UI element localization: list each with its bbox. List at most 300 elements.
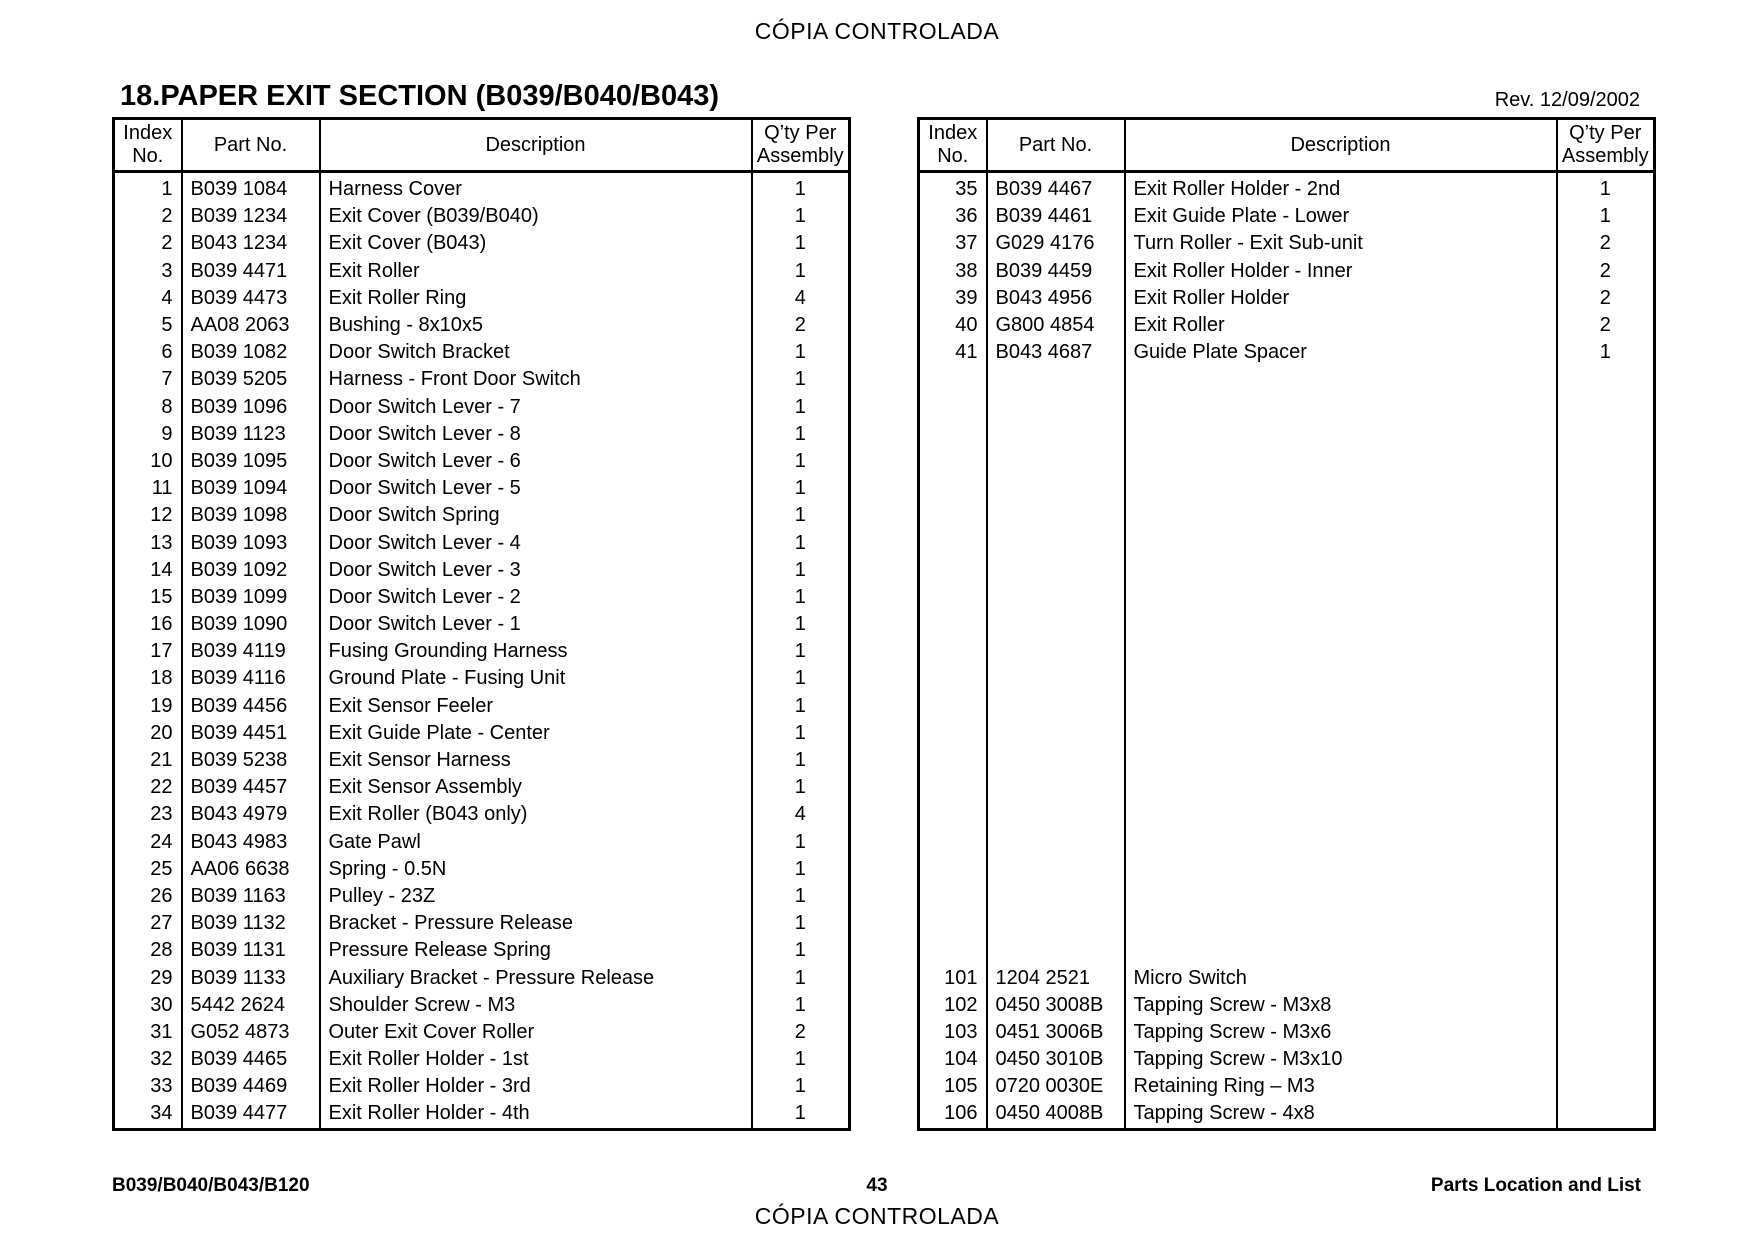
part-number-cell: B039 4477	[182, 1100, 320, 1129]
header-part-no: Part No.	[987, 119, 1125, 172]
index-cell: 16	[150, 613, 173, 636]
description-cell: Pulley - 23Z	[320, 883, 752, 910]
table-row	[919, 312, 1655, 339]
table-row	[919, 421, 1655, 448]
index-cell: 29	[150, 966, 173, 989]
quantity-cell: 1	[752, 475, 850, 502]
part-number-cell	[987, 611, 1125, 638]
part-number-cell	[987, 720, 1125, 747]
table-row	[919, 611, 1655, 638]
part-number-cell: B039 1131	[182, 937, 320, 964]
part-number-cell: 1204 2521	[987, 964, 1125, 991]
part-number-cell	[987, 693, 1125, 720]
table-row	[919, 339, 1655, 366]
description-cell: Exit Roller Holder - 3rd	[320, 1073, 752, 1100]
part-number-cell: B039 4473	[182, 285, 320, 312]
quantity-cell: 4	[752, 801, 850, 828]
index-cell: 31	[150, 1020, 173, 1043]
part-number-cell: B039 4116	[182, 665, 320, 692]
quantity-cell	[1557, 394, 1655, 421]
index-cell: 102	[944, 993, 978, 1016]
quantity-cell: 1	[752, 258, 850, 285]
description-cell: Pressure Release Spring	[320, 937, 752, 964]
header-part-no: Part No.	[182, 119, 320, 172]
table-row	[114, 801, 850, 828]
part-number-cell	[987, 557, 1125, 584]
description-cell	[1125, 394, 1557, 421]
description-cell: Door Switch Lever - 5	[320, 475, 752, 502]
quantity-cell	[1557, 937, 1655, 964]
quantity-cell	[1557, 366, 1655, 393]
parts-table-left	[112, 117, 851, 1131]
description-cell: Door Switch Lever - 7	[320, 394, 752, 421]
part-number-cell: B039 1133	[182, 964, 320, 991]
table-row	[114, 964, 850, 991]
quantity-cell	[1557, 910, 1655, 937]
description-cell	[1125, 611, 1557, 638]
index-cell: 101	[944, 966, 978, 989]
quantity-cell: 1	[752, 172, 850, 204]
description-cell	[1125, 801, 1557, 828]
description-cell: Door Switch Lever - 8	[320, 421, 752, 448]
description-cell: Gate Pawl	[320, 829, 752, 856]
part-number-cell: B043 4687	[987, 339, 1125, 366]
index-cell	[919, 502, 987, 529]
quantity-cell: 1	[1557, 339, 1655, 366]
part-number-cell: B039 4467	[987, 172, 1125, 204]
description-cell: Exit Roller Holder - 1st	[320, 1046, 752, 1073]
quantity-cell: 1	[752, 366, 850, 393]
part-number-cell: B039 1090	[182, 611, 320, 638]
index-cell: 40	[955, 314, 978, 337]
description-cell: Harness Cover	[320, 172, 752, 204]
description-cell	[1125, 883, 1557, 910]
table-row	[919, 529, 1655, 556]
table-row	[919, 801, 1655, 828]
quantity-cell	[1557, 774, 1655, 801]
table-row	[919, 584, 1655, 611]
part-number-cell	[987, 475, 1125, 502]
index-cell	[919, 801, 987, 828]
quantity-cell: 1	[752, 693, 850, 720]
index-cell: 14	[150, 558, 173, 581]
quantity-cell: 1	[1557, 172, 1655, 204]
description-cell: Door Switch Lever - 6	[320, 448, 752, 475]
footer-model: B039/B040/B043/B120	[112, 1175, 310, 1196]
page-number: 43	[866, 1175, 888, 1196]
quantity-cell	[1557, 1100, 1655, 1129]
table-row	[114, 366, 850, 393]
index-cell	[919, 557, 987, 584]
description-cell: Spring - 0.5N	[320, 856, 752, 883]
index-cell: 10	[150, 449, 173, 472]
part-number-cell: 5442 2624	[182, 992, 320, 1019]
section-title: 18.PAPER EXIT SECTION (B039/B040/B043)	[120, 80, 720, 112]
index-cell	[919, 774, 987, 801]
header-index: Index No.	[919, 119, 987, 172]
quantity-cell: 1	[752, 611, 850, 638]
part-number-cell: B039 4456	[182, 693, 320, 720]
table-row	[114, 312, 850, 339]
part-number-cell: B039 4451	[182, 720, 320, 747]
description-cell: Exit Sensor Feeler	[320, 693, 752, 720]
table-row	[114, 258, 850, 285]
table-row	[919, 366, 1655, 393]
quantity-cell	[1557, 856, 1655, 883]
revision-date: Rev. 12/09/2002	[1494, 89, 1640, 111]
quantity-cell	[1557, 665, 1655, 692]
description-cell: Micro Switch	[1125, 964, 1557, 991]
description-cell	[1125, 448, 1557, 475]
description-cell	[1125, 829, 1557, 856]
index-cell: 12	[150, 504, 173, 527]
table-row	[114, 1046, 850, 1073]
index-cell: 32	[150, 1048, 173, 1071]
quantity-cell: 1	[752, 394, 850, 421]
part-number-cell	[987, 421, 1125, 448]
quantity-cell	[1557, 611, 1655, 638]
part-number-cell	[987, 856, 1125, 883]
description-cell: Tapping Screw - 4x8	[1125, 1100, 1557, 1129]
part-number-cell	[987, 774, 1125, 801]
part-number-cell: B039 1098	[182, 502, 320, 529]
table-row	[114, 1073, 850, 1100]
index-cell: 1	[161, 178, 173, 201]
description-cell: Door Switch Lever - 4	[320, 529, 752, 556]
part-number-cell: B039 4471	[182, 258, 320, 285]
quantity-cell	[1557, 448, 1655, 475]
part-number-cell: B039 1163	[182, 883, 320, 910]
table-row	[114, 448, 850, 475]
description-cell: Harness - Front Door Switch	[320, 366, 752, 393]
quantity-cell: 1	[752, 448, 850, 475]
index-cell	[919, 693, 987, 720]
description-cell: Exit Guide Plate - Lower	[1125, 203, 1557, 230]
table-row	[919, 638, 1655, 665]
index-cell: 25	[150, 857, 173, 880]
description-cell: Tapping Screw - M3x10	[1125, 1046, 1557, 1073]
index-cell: 106	[944, 1102, 978, 1125]
description-cell: Exit Sensor Assembly	[320, 774, 752, 801]
part-number-cell: B043 1234	[182, 230, 320, 257]
header-description: Description	[320, 119, 752, 172]
table-row	[919, 1073, 1655, 1100]
table-row	[114, 172, 850, 204]
description-cell: Exit Roller Holder - Inner	[1125, 258, 1557, 285]
table-row	[114, 829, 850, 856]
quantity-cell: 1	[752, 1100, 850, 1129]
quantity-cell: 1	[752, 421, 850, 448]
index-cell	[919, 394, 987, 421]
table-row	[114, 557, 850, 584]
quantity-cell: 1	[1557, 203, 1655, 230]
quantity-cell: 1	[752, 203, 850, 230]
table-row	[114, 394, 850, 421]
index-cell: 21	[150, 749, 173, 772]
index-cell: 34	[150, 1102, 173, 1125]
description-cell: Exit Sensor Harness	[320, 747, 752, 774]
index-cell	[919, 584, 987, 611]
table-row	[114, 720, 850, 747]
part-number-cell: B039 5238	[182, 747, 320, 774]
index-cell	[919, 910, 987, 937]
quantity-cell	[1557, 557, 1655, 584]
description-cell: Exit Roller Ring	[320, 285, 752, 312]
index-cell	[919, 720, 987, 747]
quantity-cell	[1557, 529, 1655, 556]
table-row	[114, 475, 850, 502]
table-row	[114, 529, 850, 556]
index-cell	[919, 638, 987, 665]
table-row	[114, 856, 850, 883]
index-cell: 103	[944, 1020, 978, 1043]
header-qty: Q’ty Per Assembly	[752, 119, 850, 172]
quantity-cell: 1	[752, 339, 850, 366]
quantity-cell: 1	[752, 584, 850, 611]
quantity-cell	[1557, 883, 1655, 910]
quantity-cell: 2	[1557, 258, 1655, 285]
part-number-cell	[987, 910, 1125, 937]
description-cell	[1125, 910, 1557, 937]
table-row	[919, 747, 1655, 774]
index-cell: 18	[150, 667, 173, 690]
table-row	[919, 1019, 1655, 1046]
description-cell: Exit Guide Plate - Center	[320, 720, 752, 747]
part-number-cell: B039 1092	[182, 557, 320, 584]
description-cell: Outer Exit Cover Roller	[320, 1019, 752, 1046]
quantity-cell	[1557, 502, 1655, 529]
quantity-cell: 1	[752, 992, 850, 1019]
description-cell	[1125, 693, 1557, 720]
part-number-cell: AA06 6638	[182, 856, 320, 883]
part-number-cell: B039 1123	[182, 421, 320, 448]
index-cell	[919, 937, 987, 964]
quantity-cell: 1	[752, 665, 850, 692]
quantity-cell	[1557, 747, 1655, 774]
table-row	[114, 1019, 850, 1046]
index-cell	[919, 883, 987, 910]
quantity-cell	[1557, 475, 1655, 502]
table-row	[114, 285, 850, 312]
table-row	[919, 172, 1655, 204]
description-cell: Auxiliary Bracket - Pressure Release	[320, 964, 752, 991]
table-row	[919, 665, 1655, 692]
header-qty: Q’ty Per Assembly	[1557, 119, 1655, 172]
table-row	[114, 883, 850, 910]
table-row	[114, 747, 850, 774]
description-cell: Bracket - Pressure Release	[320, 910, 752, 937]
index-cell: 36	[955, 205, 978, 228]
index-cell	[919, 421, 987, 448]
description-cell	[1125, 638, 1557, 665]
description-cell: Exit Cover (B043)	[320, 230, 752, 257]
table-row	[919, 883, 1655, 910]
part-number-cell: B039 1084	[182, 172, 320, 204]
quantity-cell: 1	[752, 557, 850, 584]
part-number-cell: B039 1095	[182, 448, 320, 475]
index-cell: 33	[150, 1075, 173, 1098]
description-cell: Exit Roller	[1125, 312, 1557, 339]
quantity-cell: 1	[752, 230, 850, 257]
part-number-cell: B039 1234	[182, 203, 320, 230]
quantity-cell: 2	[1557, 312, 1655, 339]
table-row	[919, 693, 1655, 720]
part-number-cell: B039 1132	[182, 910, 320, 937]
header-description: Description	[1125, 119, 1557, 172]
part-number-cell: B039 5205	[182, 366, 320, 393]
quantity-cell: 1	[752, 910, 850, 937]
quantity-cell: 2	[752, 1019, 850, 1046]
part-number-cell	[987, 584, 1125, 611]
table-row	[114, 203, 850, 230]
description-cell	[1125, 937, 1557, 964]
table-row	[114, 611, 850, 638]
part-number-cell	[987, 665, 1125, 692]
index-cell: 104	[944, 1048, 978, 1071]
part-number-cell: B039 1099	[182, 584, 320, 611]
quantity-cell: 1	[752, 774, 850, 801]
description-cell	[1125, 747, 1557, 774]
table-row	[919, 720, 1655, 747]
index-cell	[919, 665, 987, 692]
index-cell: 22	[150, 776, 173, 799]
index-cell: 30	[150, 993, 173, 1016]
index-cell	[919, 475, 987, 502]
table-row	[114, 910, 850, 937]
part-number-cell: B039 4457	[182, 774, 320, 801]
description-cell: Exit Roller Holder - 2nd	[1125, 172, 1557, 204]
part-number-cell	[987, 937, 1125, 964]
description-cell: Tapping Screw - M3x8	[1125, 992, 1557, 1019]
quantity-cell	[1557, 829, 1655, 856]
index-cell: 15	[150, 585, 173, 608]
quantity-cell: 1	[752, 964, 850, 991]
table-row	[919, 230, 1655, 257]
description-cell: Exit Cover (B039/B040)	[320, 203, 752, 230]
description-cell: Exit Roller Holder	[1125, 285, 1557, 312]
quantity-cell: 4	[752, 285, 850, 312]
part-number-cell	[987, 448, 1125, 475]
table-row	[114, 502, 850, 529]
quantity-cell	[1557, 584, 1655, 611]
part-number-cell: B043 4979	[182, 801, 320, 828]
part-number-cell	[987, 502, 1125, 529]
controlled-copy-stamp-top: CÓPIA CONTROLADA	[754, 18, 1000, 44]
part-number-cell: 0450 3008B	[987, 992, 1125, 1019]
header-index: Index No.	[114, 119, 182, 172]
part-number-cell	[987, 801, 1125, 828]
table-row	[114, 1100, 850, 1129]
description-cell: Fusing Grounding Harness	[320, 638, 752, 665]
index-cell: 8	[161, 395, 173, 418]
part-number-cell	[987, 366, 1125, 393]
part-number-cell: G052 4873	[182, 1019, 320, 1046]
index-cell: 3	[161, 259, 173, 282]
part-number-cell: 0450 3010B	[987, 1046, 1125, 1073]
quantity-cell	[1557, 1019, 1655, 1046]
quantity-cell	[1557, 693, 1655, 720]
index-cell: 39	[955, 286, 978, 309]
part-number-cell: B039 4461	[987, 203, 1125, 230]
part-number-cell: G800 4854	[987, 312, 1125, 339]
index-cell	[919, 529, 987, 556]
table-row	[114, 230, 850, 257]
part-number-cell	[987, 638, 1125, 665]
footer-chapter: Parts Location and List	[1430, 1175, 1641, 1196]
description-cell	[1125, 665, 1557, 692]
description-cell: Guide Plate Spacer	[1125, 339, 1557, 366]
index-cell: 28	[150, 939, 173, 962]
quantity-cell: 1	[752, 1046, 850, 1073]
part-number-cell	[987, 883, 1125, 910]
quantity-cell: 1	[752, 1073, 850, 1100]
quantity-cell: 1	[752, 856, 850, 883]
description-cell: Door Switch Bracket	[320, 339, 752, 366]
table-row	[919, 394, 1655, 421]
table-header-row	[114, 119, 850, 172]
quantity-cell: 2	[1557, 285, 1655, 312]
index-cell: 20	[150, 721, 173, 744]
table-row	[919, 502, 1655, 529]
index-cell: 7	[161, 368, 173, 391]
part-number-cell: B039 1093	[182, 529, 320, 556]
quantity-cell	[1557, 421, 1655, 448]
description-cell: Exit Roller	[320, 258, 752, 285]
part-number-cell: B039 1096	[182, 394, 320, 421]
description-cell: Retaining Ring – M3	[1125, 1073, 1557, 1100]
part-number-cell: B043 4956	[987, 285, 1125, 312]
description-cell: Bushing - 8x10x5	[320, 312, 752, 339]
description-cell	[1125, 774, 1557, 801]
part-number-cell: B039 4459	[987, 258, 1125, 285]
table-header-row	[919, 119, 1655, 172]
index-cell	[919, 747, 987, 774]
description-cell: Turn Roller - Exit Sub-unit	[1125, 230, 1557, 257]
index-cell: 2	[161, 205, 173, 228]
part-number-cell	[987, 529, 1125, 556]
part-number-cell: 0451 3006B	[987, 1019, 1125, 1046]
index-cell: 35	[955, 178, 978, 201]
quantity-cell	[1557, 720, 1655, 747]
quantity-cell: 2	[752, 312, 850, 339]
part-number-cell	[987, 394, 1125, 421]
index-cell	[919, 366, 987, 393]
index-cell: 6	[161, 341, 173, 364]
description-cell: Shoulder Screw - M3	[320, 992, 752, 1019]
table-row	[114, 638, 850, 665]
quantity-cell: 1	[752, 883, 850, 910]
table-row	[919, 937, 1655, 964]
description-cell: Exit Roller (B043 only)	[320, 801, 752, 828]
table-row	[919, 774, 1655, 801]
part-number-cell	[987, 747, 1125, 774]
table-row	[114, 665, 850, 692]
parts-table-right	[917, 117, 1656, 1131]
table-row	[919, 1100, 1655, 1129]
description-cell: Door Switch Lever - 2	[320, 584, 752, 611]
quantity-cell	[1557, 638, 1655, 665]
part-number-cell: B039 1082	[182, 339, 320, 366]
index-cell: 19	[150, 694, 173, 717]
index-cell	[919, 829, 987, 856]
table-row	[114, 937, 850, 964]
table-row	[919, 285, 1655, 312]
description-cell: Exit Roller Holder - 4th	[320, 1100, 752, 1129]
part-number-cell: B039 4469	[182, 1073, 320, 1100]
controlled-copy-stamp-bottom: CÓPIA CONTROLADA	[754, 1203, 1000, 1229]
table-row	[919, 964, 1655, 991]
description-cell	[1125, 720, 1557, 747]
